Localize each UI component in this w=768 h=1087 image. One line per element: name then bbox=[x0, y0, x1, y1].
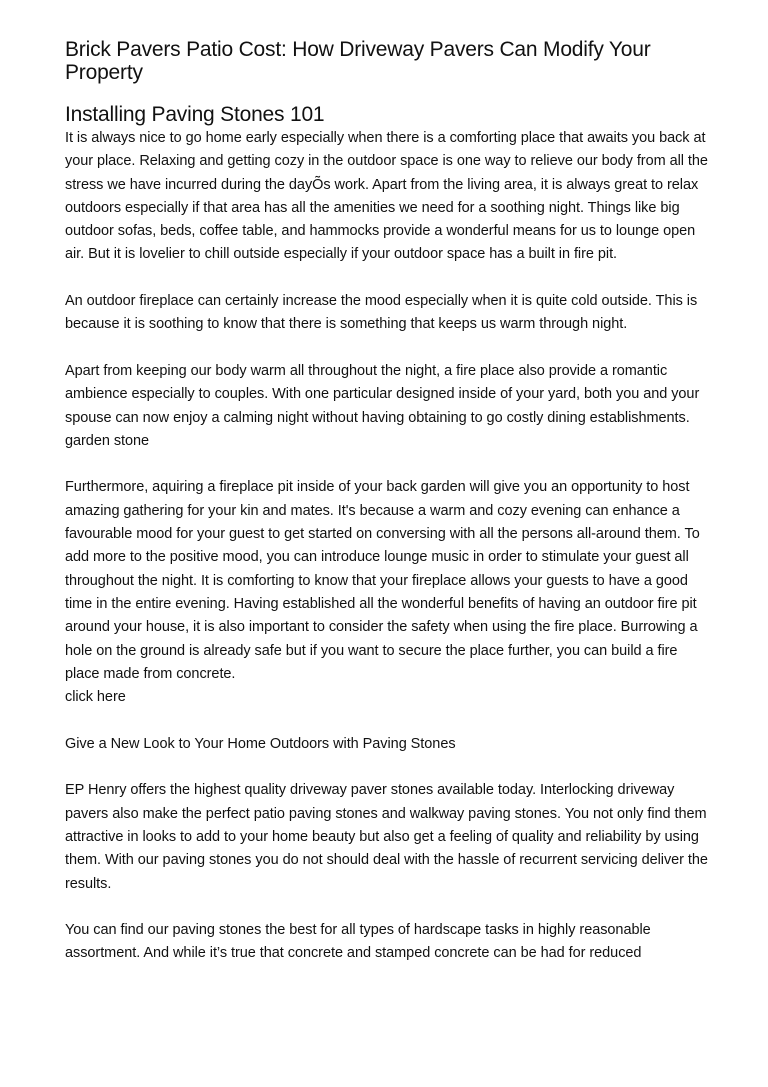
paragraph-romantic: Apart from keeping our body warm all throughout the night, a fire place also provide a romantic ambience especially to couples. With one particular designed inside of your yard, both you and your spouse can now enjoy a calming night without having obtaining to go costly dining establishments. bbox=[65, 362, 700, 426]
garden-stone-link[interactable]: garden stone bbox=[65, 432, 150, 449]
click-here-link[interactable]: click here bbox=[65, 689, 126, 706]
paragraph-new-look-heading: Give a New Look to Your Home Outdoors with Paving Stones bbox=[65, 735, 456, 752]
paragraph-spacer bbox=[65, 267, 715, 290]
document-title: Brick Pavers Patio Cost: How Driveway Pavers Can Modify Your Property bbox=[65, 38, 651, 84]
paragraph-fireplace: An outdoor fireplace can certainly increase the mood especially when it is quite cold outside. This is because it is soothing to know that there is something that keeps us warm through night. bbox=[65, 293, 698, 333]
paragraph-spacer bbox=[65, 709, 715, 732]
paragraph-ep-henry: EP Henry offers the highest quality driveway paver stones available today. Interlocking driveway pavers also make the perfect patio paving stones and walkway paving stones. You not only find them attractive in looks to add to your home beauty but also get a feeling of quality and reliability by using them. With our paving stones you do not should deal with the hassle of recurrent servicing deliver the results. bbox=[65, 782, 708, 892]
document-page bbox=[65, 38, 715, 966]
paragraph-intro: It is always nice to go home early especially when there is a comforting place that awaits you back at your place. Relaxing and getting cozy in the outdoor space is one way to relieve our body from all the stress we have incurred during the dayÕs work. Apart from the living area, it is always great to relax outdoors especially if that area has all the amenities we need for a soothing night. Things like big outdoor sofas, beds, coffee table, and hammocks provide a wonderful means for us to lounge open air. But it is lovelier to chill outside especially if your outdoor space has a built in fire pit. bbox=[65, 130, 708, 263]
paragraph-hardscape: You can find our paving stones the best for all types of hardscape tasks in highly reasonable assortment. And while it’s true that concrete and stamped concrete can be had for reduced bbox=[65, 922, 651, 962]
paragraph-spacer bbox=[65, 453, 715, 476]
paragraph-spacer bbox=[65, 756, 715, 779]
section-heading: Installing Paving Stones 101 bbox=[65, 103, 325, 126]
paragraph-spacer bbox=[65, 337, 715, 360]
paragraph-gathering: Furthermore, aquiring a fireplace pit inside of your back garden will give you an opportunity to host amazing gathering for your kin and mates. It's because a warm and cozy evening can enhance a favourable mood for your guest to get started on conversing with all the persons all-around them. To add more to the positive mood, you can introduce lounge music in order to stimulate your guest all throughout the night. It is comforting to know that your fireplace allows your guests to have a good time in the entire evening. Having established all the wonderful benefits of having an outdoor fire pit around your house, it is also important to consider the safety when using the fire place. Burrowing a hole on the ground is already safe but if you want to secure the place further, you can build a fire place made from concrete. bbox=[65, 479, 700, 682]
paragraph-spacer bbox=[65, 896, 715, 919]
